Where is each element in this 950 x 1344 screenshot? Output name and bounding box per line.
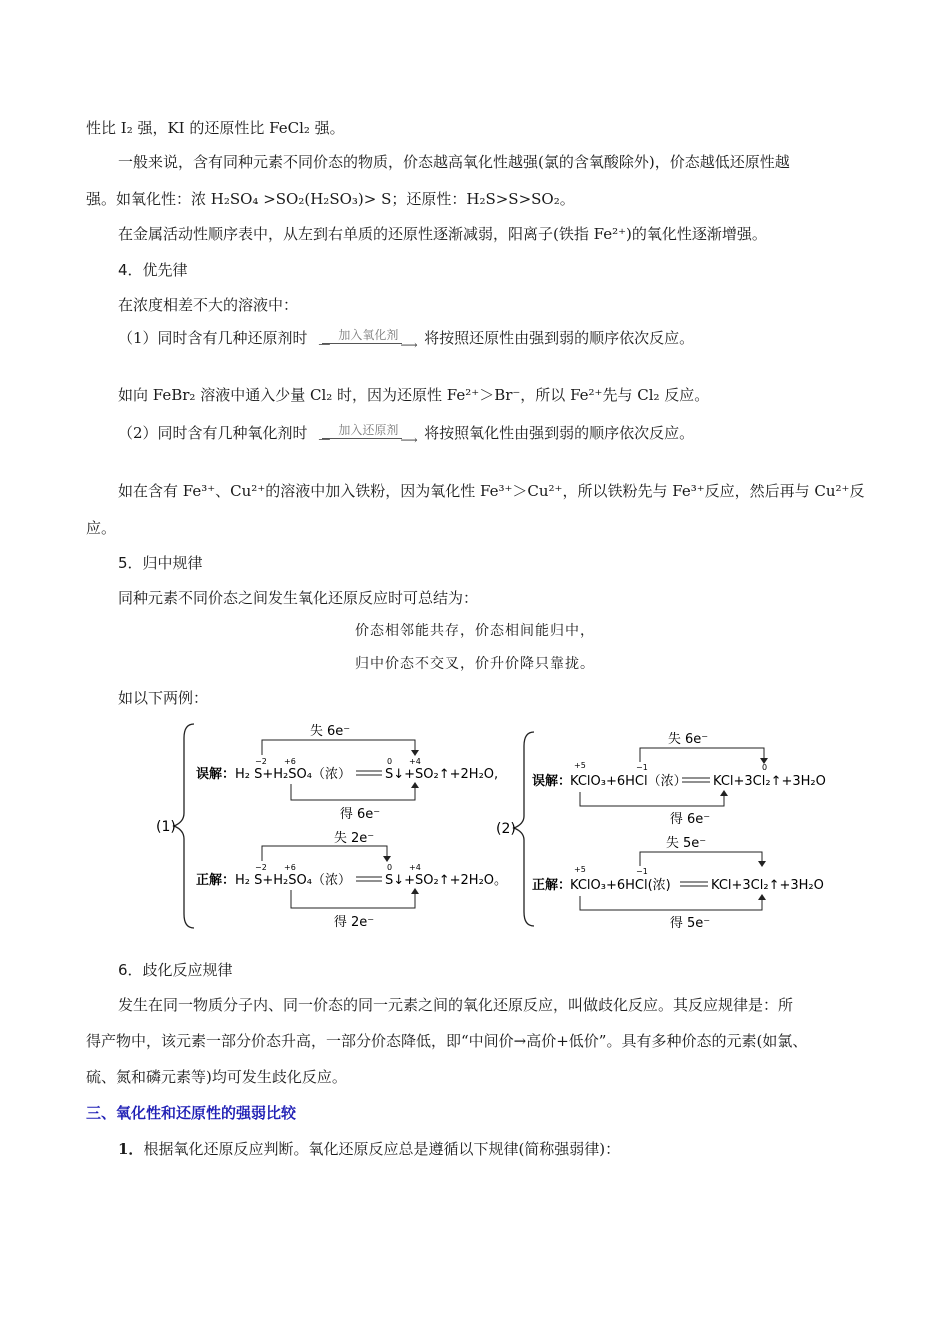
oxidation-state: +6: [284, 757, 296, 766]
text-line: 硫、氮和磷元素等)均可发生歧化反应。: [86, 1068, 347, 1086]
subheading-comproportionation: 5．归中规律: [118, 554, 203, 572]
equation-left: KClO₃+6HCl(浓): [570, 878, 671, 893]
rule-2-label: （2）同时含有几种氧化剂时: [118, 424, 308, 442]
equation-left: KClO₃+6HCl（浓）: [570, 774, 687, 789]
equation-right: KCl+3Cl₂↑+3H₂O: [711, 878, 824, 893]
text-line: 同种元素不同价态之间发生氧化还原反应时可总结为：: [118, 589, 479, 607]
rule-1-text: 将按照还原性由强到弱的顺序依次反应。: [424, 329, 695, 347]
rule-1-line: [118, 327, 694, 351]
text-line: 性比 I₂ 强，KI 的还原性比 FeCl₂ 强。: [86, 119, 345, 137]
oxidation-state: −1: [636, 763, 648, 772]
text-line: 强。如氧化性：浓 H₂SO₄ >SO₂(H₂SO₃)> S；还原性：H₂S>S>SO₂。: [86, 190, 575, 208]
lose-electrons-bracket: [640, 748, 764, 762]
oxidation-state: 0: [387, 757, 393, 766]
oxidation-state: 0: [387, 863, 393, 872]
gain-electrons-bracket: [291, 784, 415, 800]
oxidation-state: +5: [574, 761, 586, 770]
oxidation-state: +6: [284, 863, 296, 872]
oxidation-state: −1: [636, 867, 648, 876]
text-line: 发生在同一物质分子内、同一价态的同一元素之间的氧化还原反应，叫做歧化反应。其反应规律是：所: [118, 996, 794, 1014]
oxidation-state: +4: [409, 863, 421, 872]
example-1-label: (1): [156, 819, 176, 835]
oxidation-state: +5: [574, 865, 586, 874]
text-line: 应。: [86, 519, 117, 537]
rule-line: [118, 1139, 620, 1159]
equation-left: H₂ S+H₂SO₄（浓）: [235, 873, 351, 888]
right-label: 正解：: [196, 873, 236, 888]
brace-icon: [514, 732, 534, 926]
text-line: 一般来说，含有同种元素不同价态的物质，价态越高氧化性越强(氯的含氧酸除外)，价态越低还原性越: [118, 153, 790, 171]
text-line: 如向 FeBr₂ 溶液中通入少量 Cl₂ 时，因为还原性 Fe²⁺＞Br⁻，所以 Fe²⁺先与 Cl₂ 反应。: [118, 386, 710, 404]
oxidation-state: −2: [255, 757, 267, 766]
equation-right: S↓+SO₂↑+2H₂O。: [385, 873, 508, 888]
right-label: 正解：: [532, 878, 572, 893]
oxidation-state: +4: [409, 757, 421, 766]
rule-2-text: 将按照氧化性由强到弱的顺序依次反应。: [424, 424, 695, 442]
wrong-label: 误解：: [196, 767, 236, 782]
gain-electrons-label: 得 5e⁻: [669, 916, 711, 931]
example-2-label: (2): [496, 821, 516, 837]
text-line: 在金属活动性顺序表中，从左到右单质的还原性逐渐减弱，阳离子(铁指 Fe²⁺)的氧化性逐渐增强。: [118, 225, 767, 243]
gain-electrons-label: 得 6e⁻: [339, 807, 381, 822]
subheading-priority: 4．优先律: [118, 261, 188, 279]
verse-line: 归中价态不交叉，价升价降只靠拢。: [355, 656, 595, 672]
oxidation-state: −2: [255, 863, 267, 872]
section-heading: 三、氧化性和还原性的强弱比较: [86, 1104, 297, 1122]
oxidation-state: 0: [762, 763, 768, 772]
gain-electrons-label: 得 2e⁻: [333, 915, 375, 930]
lose-electrons-bracket: [262, 740, 415, 755]
lose-electrons-label: 失 6e⁻: [667, 732, 709, 747]
text-line: 如以下两例：: [118, 689, 209, 707]
gain-electrons-bracket: [580, 792, 724, 806]
equation-right: S↓+SO₂↑+2H₂O,: [385, 767, 499, 782]
gain-electrons-bracket: [291, 890, 415, 908]
brace-icon: [174, 724, 194, 928]
text-line: 在浓度相差不大的溶液中：: [118, 296, 299, 314]
redox-examples-diagram: [150, 718, 850, 938]
text-line: 如在含有 Fe³⁺、Cu²⁺的溶液中加入铁粉，因为氧化性 Fe³⁺＞Cu²⁺，所以铁粉先与 Fe³⁺反应，然后再与 Cu²⁺反: [118, 482, 865, 500]
lose-electrons-bracket: [262, 846, 387, 861]
item-number: 1．: [118, 1140, 144, 1158]
equation-left: H₂ S+H₂SO₄（浓）: [235, 767, 351, 782]
reaction-arrow-icon: — 加入氧化剂 ⟶: [318, 327, 413, 351]
rule-1-label: （1）同时含有几种还原剂时: [118, 329, 308, 347]
item-text: 根据氧化还原反应判断。氧化还原反应总是遵循以下规律(简称强弱律)：: [143, 1140, 621, 1158]
gain-electrons-bracket: [580, 896, 762, 910]
verse-line: 价态相邻能共存，价态相间能归中，: [355, 623, 595, 639]
arrow-label: 加入还原剂: [338, 423, 399, 437]
wrong-label: 误解：: [532, 774, 572, 789]
lose-electrons-label: 失 6e⁻: [309, 724, 351, 739]
lose-electrons-label: 失 5e⁻: [665, 836, 707, 851]
subheading-disproportionation: 6．歧化反应规律: [118, 961, 233, 979]
text-line: 得产物中，该元素一部分价态升高，一部分价态降低，即“中间价→高价+低价”。具有多种价态的元素(如氯、: [86, 1032, 808, 1050]
arrow-label: 加入氧化剂: [338, 328, 399, 342]
reaction-arrow-icon: — 加入还原剂 ⟶: [318, 422, 413, 446]
rule-2-line: [118, 422, 694, 446]
lose-electrons-bracket: [640, 852, 762, 866]
lose-electrons-label: 失 2e⁻: [333, 831, 375, 846]
equation-right: KCl+3Cl₂↑+3H₂O: [713, 774, 826, 789]
gain-electrons-label: 得 6e⁻: [669, 812, 711, 827]
